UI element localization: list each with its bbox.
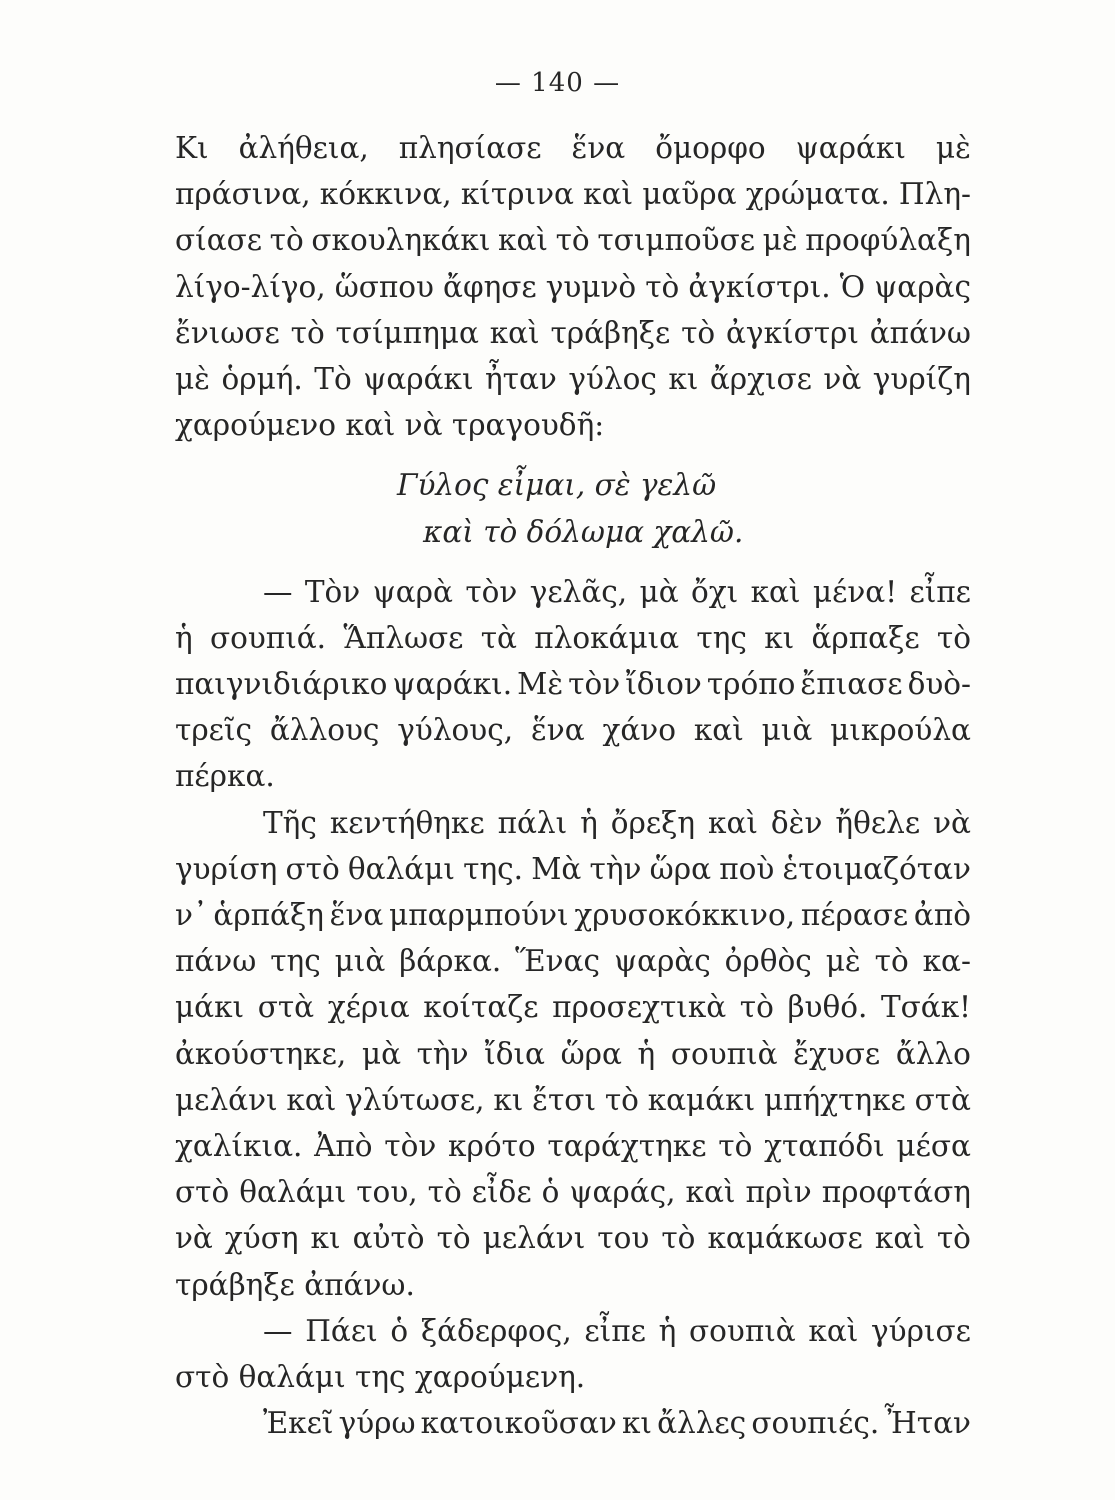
paragraph-3 — [175, 800, 971, 1308]
text-line: χαλίκια. Ἀπὸ τὸν κρότο ταράχτηκε τὸ χταπόδι μέσα — [175, 1128, 971, 1163]
text-line: λίγο-λίγο, ὥσπου ἄφησε γυμνὸ τὸ ἀγκίστρι. Ὁ ψαρὰς — [175, 269, 971, 304]
text-line: ν᾽ ἁρπάξη ἕνα μπαρμπούνι χρυσοκόκκινο, πέρασε ἀπὸ — [175, 898, 971, 932]
text-line: σίασε τὸ σκουληκάκι καὶ τὸ τσιμποῦσε μὲ προφύλαξη — [175, 223, 971, 258]
text-line: τρεῖς ἄλλους γύλους, ἕνα χάνο καὶ μιὰ μικρούλα — [175, 713, 971, 748]
text-line: — Τὸν ψαρὰ τὸν γελᾶς, μὰ ὄχι καὶ μένα! εἶπε — [263, 574, 971, 609]
text-line: πάνω της μιὰ βάρκα. Ἕνας ψαρὰς ὀρθὸς μὲ τὸ κα- — [175, 944, 971, 979]
text-line: πέρκα. — [175, 759, 275, 794]
paragraph-2 — [175, 569, 971, 800]
paragraph-4 — [175, 1308, 971, 1400]
text-line: μάκι στὰ χέρια κοίταζε προσεχτικὰ τὸ βυθό. Τσάκ! — [175, 990, 971, 1025]
page-number: — 140 — — [494, 68, 621, 98]
verse-line: Γύλος εἶμαι, σὲ γελῶ — [397, 468, 717, 503]
text-line: Τῆς κεντήθηκε πάλι ἡ ὄρεξη καὶ δὲν ἤθελε νὰ — [263, 805, 971, 840]
paragraph-1 — [175, 125, 971, 448]
text-line: στὸ θαλάμι της χαρούμενη. — [175, 1359, 586, 1394]
text-line: τράβηξε ἀπάνω. — [175, 1267, 415, 1302]
text-line: — Πάει ὁ ξάδερφος, εἶπε ἡ σουπιὰ καὶ γύρισε — [263, 1313, 971, 1348]
paragraph-5 — [175, 1400, 971, 1446]
verse-line: καὶ τὸ δόλωμα χαλῶ. — [423, 514, 744, 549]
text-line: παιγνιδιάρικο ψαράκι. Μὲ τὸν ἴδιον τρόπο ἔπιασε δυὸ- — [175, 667, 971, 702]
text-line: πράσινα, κόκκινα, κίτρινα καὶ μαῦρα χρώματα. Πλη- — [175, 177, 971, 212]
text-line: ἀκούστηκε, μὰ τὴν ἴδια ὥρα ἡ σουπιὰ ἔχυσε ἄλλο — [175, 1036, 971, 1071]
body-text — [175, 125, 971, 1446]
text-line: Κι ἀλήθεια, πλησίασε ἕνα ὄμορφο ψαράκι μὲ — [175, 131, 971, 165]
text-line: στὸ θαλάμι του, τὸ εἶδε ὁ ψαράς, καὶ πρὶν προφτάση — [175, 1175, 971, 1210]
text-line: μελάνι καὶ γλύτωσε, κι ἔτσι τὸ καμάκι μπήχτηκε στὰ — [175, 1082, 971, 1117]
text-line: γυρίση στὸ θαλάμι της. Μὰ τὴν ὥρα ποὺ ἑτοιμαζόταν — [175, 851, 971, 886]
text-line: χαρούμενο καὶ νὰ τραγουδῆ: — [175, 408, 605, 443]
text-line: μὲ ὁρμή. Τὸ ψαράκι ἦταν γύλος κι ἄρχισε νὰ γυρίζη — [175, 361, 971, 396]
text-line: ἔνιωσε τὸ τσίμπημα καὶ τράβηξε τὸ ἀγκίστρι ἀπάνω — [175, 315, 971, 350]
text-line: νὰ χύση κι αὐτὸ τὸ μελάνι του τὸ καμάκωσε καὶ τὸ — [175, 1221, 971, 1256]
text-line: ἡ σουπιά. Ἅπλωσε τὰ πλοκάμια της κι ἅρπαξε τὸ — [175, 620, 971, 655]
text-line: Ἐκεῖ γύρω κατοικοῦσαν κι ἄλλες σουπιές. Ἦταν — [263, 1406, 971, 1441]
verse — [175, 462, 971, 554]
